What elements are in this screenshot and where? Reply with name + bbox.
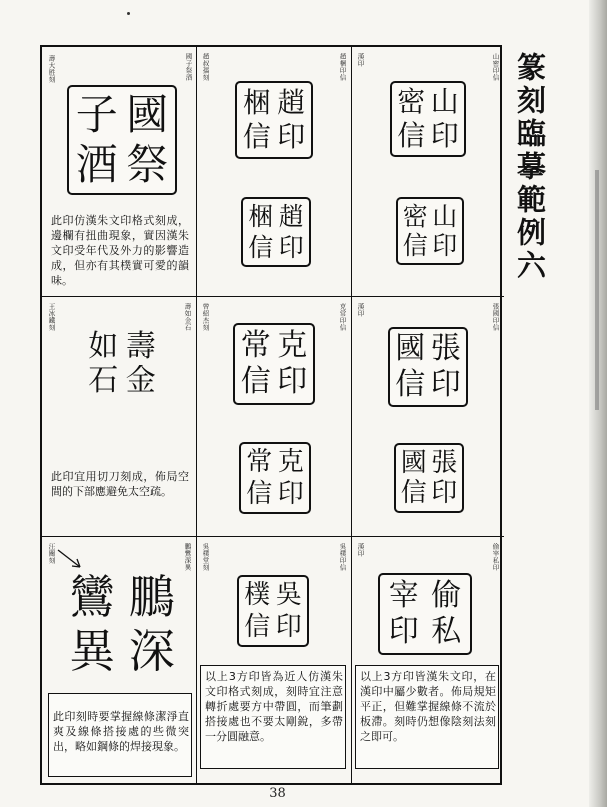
seal-impression [60, 567, 184, 681]
seal-glyph: 祭 [126, 140, 169, 190]
seal-glyph: 偷 [431, 578, 462, 613]
seal-impression [390, 81, 466, 157]
seal-impression [237, 575, 309, 647]
cell-r1c2 [197, 47, 352, 297]
cell-r2c1 [42, 297, 197, 537]
commentary-note: 以上3方印皆漢朱文印，在漢印中屬少數者。佈局規矩平正，但難掌握線條不流於板滯。刻時仍想像陰刻法刻之即可。 [360, 670, 496, 743]
seal-glyph: 克 [277, 447, 304, 478]
seal-glyph: 鵬 [128, 570, 175, 624]
seal-text-label: 克常印信 [338, 303, 347, 331]
seal-text-label: 山密印信 [491, 53, 500, 81]
seal-glyph: 如 [88, 330, 119, 364]
cell-r1c3 [352, 47, 504, 297]
seal-glyph: 印 [432, 231, 458, 260]
seal-text-label: 趙梱印信 [338, 53, 347, 81]
commentary-note: 此印宜用切刀刻成，佈局空間的下部應避免太空疏。 [51, 470, 189, 498]
carver-label: 漢印 [356, 303, 365, 317]
cell-r3c3 [352, 537, 504, 783]
seal-glyph: 山 [432, 202, 458, 231]
seal-impression [67, 85, 177, 195]
cell-r3c2 [197, 537, 352, 783]
seal-glyph: 張 [430, 332, 461, 367]
seal-impression [235, 81, 313, 159]
carver-label: 漢印 [356, 543, 365, 557]
seal-glyph: 常 [240, 328, 271, 363]
seal-glyph: 印 [430, 119, 459, 152]
carver-label: 漢印 [356, 53, 365, 67]
seal-glyph: 信 [242, 120, 271, 154]
carver-label: 汪關刻 [47, 543, 56, 564]
seal-glyph: 深 [128, 624, 175, 678]
commentary-note: 此印仿漢朱文印格式刻成，邊欄有扭曲現象，實因漢朱文印受年代及外力的影響造成，但亦有其樸實可愛的韻味。 [51, 214, 189, 287]
seal-impression [82, 327, 162, 401]
seal-glyph: 梱 [242, 86, 271, 119]
seal-glyph: 信 [395, 367, 426, 402]
seal-glyph: 印 [277, 478, 304, 509]
seal-text-label: 吳樸印信 [338, 543, 347, 571]
carver-label: 趙叔孺刻 [201, 53, 210, 81]
cell-r2c3 [352, 297, 504, 537]
seal-glyph: 金 [125, 364, 156, 398]
seal-glyph: 密 [402, 202, 428, 231]
seal-glyph: 壽 [125, 330, 156, 364]
carver-label: 曾紹杰刻 [201, 303, 210, 331]
seal-glyph: 信 [246, 478, 273, 509]
seal-glyph: 信 [402, 231, 428, 260]
seal-stone-bottom [394, 443, 464, 513]
seal-impression [388, 327, 468, 407]
seal-glyph: 趙 [278, 202, 304, 232]
seal-glyph: 信 [397, 119, 426, 152]
seal-glyph: 信 [400, 478, 427, 508]
seal-glyph: 鸞 [69, 570, 116, 624]
seal-glyph: 梱 [248, 202, 274, 232]
seal-glyph: 印 [388, 614, 419, 650]
seal-glyph: 國 [400, 448, 427, 478]
commentary-note: 以上3方印皆為近人仿漢朱文印格式刻成，刻時宜注意轉折處要方中帶圓，而筆劃搭接處也不要太剛銳，多帶一分圓融意。 [205, 670, 343, 743]
seal-glyph: 吳 [275, 580, 302, 611]
page-edge-shadow [589, 0, 607, 807]
carver-label: 王冰鐵刻 [47, 303, 56, 331]
seal-stone-bottom [239, 442, 311, 514]
cell-r2c2 [197, 297, 352, 537]
seal-glyph: 酒 [75, 140, 118, 190]
seal-glyph: 國 [395, 332, 426, 367]
seal-glyph: 印 [278, 232, 304, 262]
seal-glyph: 子 [75, 90, 118, 139]
seal-glyph: 印 [430, 367, 461, 402]
seal-stone-bottom [241, 197, 311, 267]
seal-glyph: 樸 [244, 580, 271, 611]
seal-impression [233, 323, 315, 405]
seal-glyph: 信 [240, 364, 271, 400]
seal-glyph: 宰 [388, 578, 419, 613]
seal-glyph: 印 [275, 611, 302, 642]
commentary-note: 此印刻時要掌握線條潔淨直爽及線條搭接處的些微突出，略如鋼條的焊接現象。 [53, 710, 189, 753]
seal-glyph: 山 [430, 86, 459, 119]
seal-grid [40, 45, 502, 785]
seal-glyph: 克 [277, 328, 308, 363]
cell-r1c1 [42, 47, 197, 297]
seal-glyph: 信 [248, 232, 274, 262]
seal-text-label: 國子祭酒 [184, 53, 193, 81]
seal-glyph: 私 [431, 614, 462, 650]
carver-label: 吳樸堂刻 [201, 543, 210, 571]
seal-text-label: 壽如金石 [183, 303, 192, 331]
seal-glyph: 趙 [277, 86, 306, 119]
seal-glyph: 信 [244, 611, 271, 642]
print-speck [127, 12, 130, 15]
seal-impression [378, 573, 472, 655]
seal-stone-bottom [396, 197, 464, 265]
page-title: 篆刻臨摹範例六 [513, 52, 547, 283]
seal-glyph: 印 [431, 478, 458, 508]
seal-glyph: 國 [126, 90, 169, 139]
page-number: 38 [269, 786, 286, 801]
seal-glyph: 石 [88, 364, 119, 398]
seal-glyph: 印 [277, 364, 308, 400]
seal-glyph: 異 [69, 624, 116, 678]
seal-glyph: 印 [277, 120, 306, 154]
seal-text-label: 鵬鸞深異 [183, 543, 192, 571]
seal-text-label: 偷宰私印 [491, 543, 500, 571]
seal-glyph: 張 [431, 448, 458, 478]
seal-glyph: 常 [246, 447, 273, 478]
seal-text-label: 張國印信 [491, 303, 500, 331]
carver-label: 壽大胜刻 [47, 55, 56, 83]
seal-glyph: 密 [397, 86, 426, 119]
cell-r3c1 [42, 537, 197, 783]
